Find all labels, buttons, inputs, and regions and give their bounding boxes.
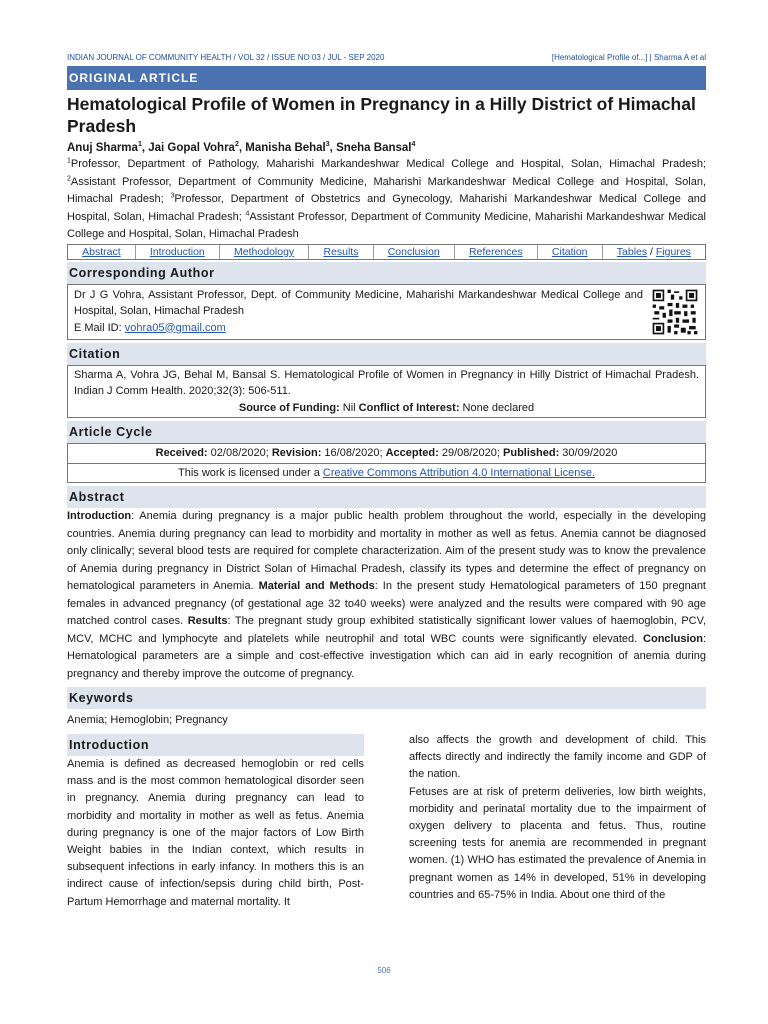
license-link[interactable]: Creative Commons Attribution 4.0 International License. bbox=[322, 466, 595, 479]
introduction-paragraph-1: Anemia is defined as decreased hemoglobin or red cells mass and is the most common hematological disorder seen in pregnancy. Anemia during pregnancy can lead to morbidity and mortality in mother as well as fetus. Anemia during pregnancy is one of the major factors of Low Birth Weight babies in the Indian context, which results in subsequent infections in early infancy. In mothers this is an indirect cause of infection/sepsis during child birth, Post-Partum Hemorrhage and maternal mortality. It bbox=[67, 758, 364, 908]
body-columns bbox=[67, 732, 706, 911]
article-type-banner: ORIGINAL ARTICLE bbox=[67, 66, 706, 90]
author-4: Sneha Bansal$^4$ bbox=[336, 141, 416, 154]
section-nav bbox=[67, 244, 706, 260]
nav-references-link[interactable]: References bbox=[455, 245, 538, 259]
introduction-paragraph-3: Fetuses are at risk of preterm deliveries, low birth weights, morbidity and perinatal mortality due to the impairment of oxygen delivery to placenta and fetus. Thus, routine screening tests for anemia are recommended in pregnant women. (1) WHO has estimated the prevalence of Anemia in pregnant women as 14% in developed, 51% in developing countries and 65-75% in India. About one third of the bbox=[409, 785, 706, 901]
nav-introduction-link[interactable]: Introduction bbox=[136, 245, 220, 259]
corresponding-author-heading: Corresponding Author bbox=[67, 262, 706, 284]
author-2: Jai Gopal Vohra$^2$, bbox=[148, 141, 246, 154]
author-1: Anuj Sharma$^1$, bbox=[67, 141, 149, 154]
keywords-heading: Keywords bbox=[67, 687, 706, 709]
abstract-body: Introduction: Anemia during pregnancy is a major public health problem throughout the world, especially in the developing countries. Anemia during pregnancy can lead to morbidity and mortality in mother as well as fetus. Anemia cannot be diagnosed only clinically; several blood tests are required for complete characterization. Aim of the present study was to know the prevalence of Anemia during pregnancy in District Solan of Himachal Pradesh, classify its types and determine the effect of pregnancy on hematological parameters in Anemia. Material and Methods: In the present study Hematological parameters of 150 pregnant females in advanced pregnancy (of gestational age 32 to40 weeks) were analyzed and the results were compared with 90 age matched control cases. Results: The pregnant study group exhibited statistically significant lower values of haemoglobin, PCV, MCV, MCHC and lymphocyte and platelets while neutrophil and total WBC counts were significantly elevated. Conclusion: Hematological parameters are a simple and cost-effective investigation which can aid in early recognition of anemia during pregnancy and thereby improve the outcome of pregnancy. bbox=[67, 510, 706, 680]
funding-line: Source of Funding: Nil Conflict of Interest: None declared bbox=[238, 401, 535, 414]
page-number: 506 bbox=[377, 966, 391, 975]
running-title: [Hematological Profile of...] | Sharma A et al bbox=[551, 53, 706, 62]
introduction-paragraph-2: also affects the growth and development of child. This affects directly and indirectly the family income and GDP of the nation. bbox=[409, 734, 706, 781]
article-title: Hematological Profile of Women in Pregnancy in a Hilly District of Himachal Pradesh bbox=[67, 94, 696, 136]
article-page bbox=[67, 52, 706, 911]
introduction-heading: Introduction bbox=[67, 734, 364, 756]
affiliations: $^1$Professor, Department of Pathology, Maharishi Markandeshwar Medical College and Hospital, Solan, Himachal Pradesh; $^2$Assistant Professor, Department of Community Medicine, Maharishi Markandeshwar Medical College and Hospital, Solan, Himachal Pradesh; $^3$Professor, Department of Obstetrics and Gynecology, Maharishi Markandeshwar Medical College and Hospital, Solan, Himachal Pradesh; $^4$Assistant Professor, Department of Community Medicine, Maharishi Markandeshwar Medical College and Hospital, Solan, Himachal Pradesh bbox=[67, 157, 706, 240]
author-3: Manisha Behal$^3$, bbox=[245, 141, 337, 154]
email-link[interactable]: vohra05@gmail.com bbox=[124, 321, 226, 334]
article-cycle-heading: Article Cycle bbox=[67, 421, 706, 443]
license-line: This work is licensed under a Creative Commons Attribution 4.0 International License. bbox=[67, 463, 706, 484]
left-column bbox=[67, 732, 364, 911]
nav-figures-link[interactable]: Figures bbox=[655, 245, 691, 258]
nav-methodology-link[interactable]: Methodology bbox=[220, 245, 309, 259]
citation-text: Sharma A, Vohra JG, Behal M, Bansal S. Hematological Profile of Women in Pregnancy in Hilly District of Himachal Pradesh. Indian J Comm Health. 2020;32(3): 506-511. bbox=[74, 368, 699, 397]
citation-box bbox=[67, 365, 706, 419]
keywords-text: Anemia; Hemoglobin; Pregnancy bbox=[67, 714, 228, 726]
qr-code-icon[interactable] bbox=[651, 288, 699, 336]
right-column bbox=[409, 732, 706, 911]
nav-citation-link[interactable]: Citation bbox=[538, 245, 603, 259]
citation-heading: Citation bbox=[67, 343, 706, 365]
nav-conclusion-link[interactable]: Conclusion bbox=[374, 245, 455, 259]
nav-tables-figures: Tables / Figures bbox=[616, 245, 691, 258]
journal-info: INDIAN JOURNAL OF COMMUNITY HEALTH / VOL 32 / ISSUE NO 03 / JUL - SEP 2020 bbox=[67, 53, 385, 62]
nav-tables-link[interactable]: Tables bbox=[616, 245, 648, 258]
abstract-heading: Abstract bbox=[67, 486, 706, 508]
nav-abstract-link[interactable]: Abstract bbox=[68, 245, 136, 259]
corresponding-author-text: Dr J G Vohra, Assistant Professor, Dept. of Community Medicine, Maharishi Markandeshwar Medical College and Hospital, Solan, Himachal Pradesh E Mail ID: vohra05@gmail.com bbox=[74, 288, 643, 334]
nav-results-link[interactable]: Results bbox=[309, 245, 373, 259]
article-cycle-dates: Received: 02/08/2020; Revision: 16/08/2020; Accepted: 29/08/2020; Published: 30/09/2020 bbox=[67, 443, 706, 463]
corresponding-author-box bbox=[67, 284, 706, 340]
author-list bbox=[67, 140, 706, 156]
running-header bbox=[67, 52, 706, 64]
